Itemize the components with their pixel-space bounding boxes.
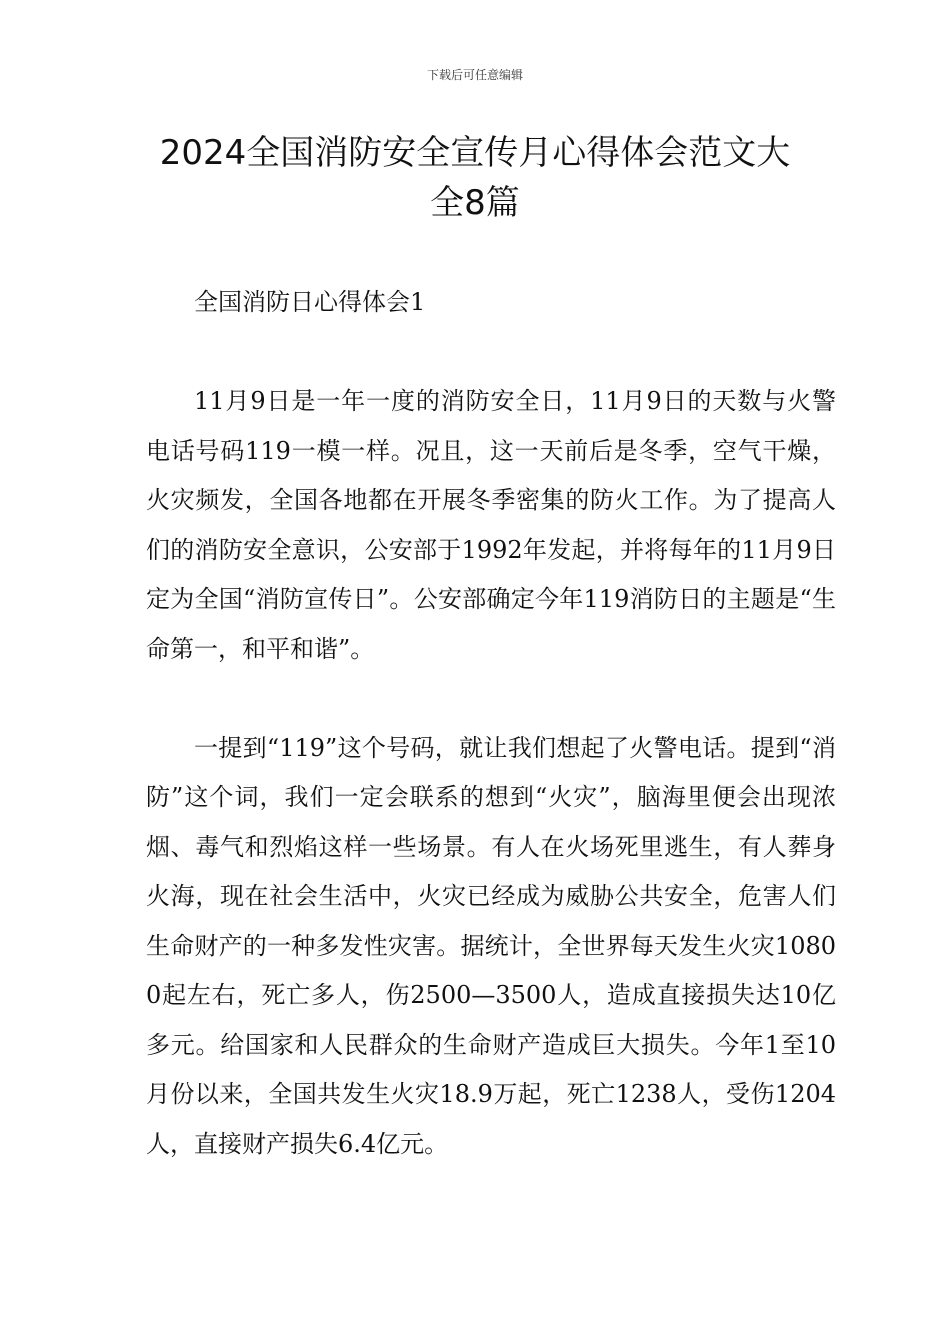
section-heading: 全国消防日心得体会1 bbox=[194, 288, 426, 316]
title-line-1: 2024全国消防安全宣传月心得体会范文大 bbox=[159, 133, 791, 173]
paragraph: 一提到“119”这个号码，就让我们想起了火警电话。提到“消防”这个词，我们一定会联系的想到“火灾”，脑海里便会出现浓烟、毒气和烈焰这样一些场景。有人在火场死里逃生，有人葬身火海，现在社会生活中，火灾已经成为威胁公共安全，危害人们生命财产的一种多发性灾害。据统计，全世界每天发生火灾10800起左右，死亡多人，伤2500—3500人，造成直接损失达10亿多元。给国家和人民群众的生命财产造成巨大损失。今年1至10月份以来，全国共发生火灾18.9万起，死亡1238人，受伤1204人，直接财产损失6.4亿元。 bbox=[146, 733, 836, 1158]
document-title bbox=[120, 128, 830, 228]
paragraph: 11月9日是一年一度的消防安全日，11月9日的天数与火警电话号码119一模一样。况且，这一天前后是冬季，空气干燥，火灾频发，全国各地都在开展冬季密集的防火工作。为了提高人们的消防安全意识，公安部于1992年发起，并将每年的11月9日定为全国“消防宣传日”。公安部确定今年119消防日的主题是“生命第一，和平和谐”。 bbox=[146, 387, 836, 663]
title-line-2: 全8篇 bbox=[430, 183, 520, 223]
header-note: 下载后可任意编辑 bbox=[426, 68, 523, 82]
document-body bbox=[146, 278, 836, 1219]
